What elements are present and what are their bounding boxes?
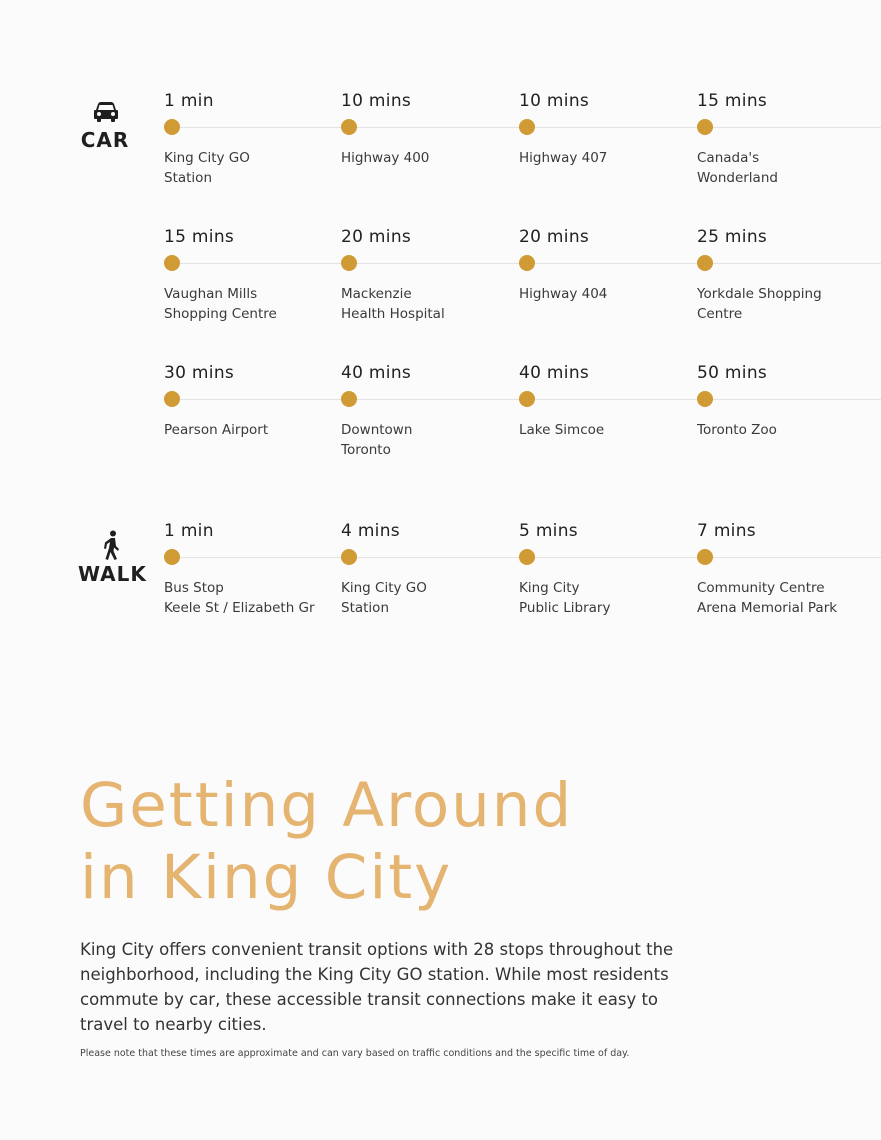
stop-dot [697,119,713,135]
stop-place: Pearson Airport [164,422,269,438]
stop [697,90,867,186]
stop [341,362,511,458]
stop-time: 20 mins [341,227,412,247]
intro-paragraph: King City offers convenient transit options with 28 stops throughout the neighborhood, including the King City GO station. While most residents commute by car, these accessible transit connections make it easy to travel to nearby cities. [80,940,674,1034]
page-title-line-2: in King City [80,842,453,913]
stop-place: Canada's Wonderland [697,150,778,186]
walk-row-1 [0,520,881,620]
stop-dot [341,549,357,565]
stop-dot [341,119,357,135]
stop-dot [519,391,535,407]
stop-time: 1 min [164,91,214,111]
stop-place: Lake Simcoe [519,422,605,438]
page-title-line-1: Getting Around [80,770,574,841]
car-row-3 [0,362,881,462]
stop [164,90,334,186]
stop-dot [341,391,357,407]
stop-dot [697,255,713,271]
stop-place: Vaughan Mills Shopping Centre [164,286,277,322]
stop-time: 25 mins [697,227,768,247]
stop-dot [164,549,180,565]
stop-dot [519,119,535,135]
stop-place: Highway 404 [519,286,608,302]
stop-time: 10 mins [519,91,590,111]
disclaimer-note: Please note that these times are approximate and can vary based on traffic conditions and the specific time of day. [80,1048,630,1059]
stop [697,226,867,322]
stop-time: 10 mins [341,91,412,111]
stop [341,226,511,322]
stop-time: 20 mins [519,227,590,247]
stop-place: Highway 407 [519,150,608,166]
stop-time: 50 mins [697,363,768,383]
stop-time: 4 mins [341,521,400,541]
stop [341,520,511,616]
stop-place: King City GO Station [341,580,427,616]
page-title [80,770,573,914]
stop-place: King City GO Station [164,150,250,186]
stop [519,90,689,166]
stop [697,362,867,438]
stop-time: 15 mins [164,227,235,247]
stop-place: Yorkdale Shopping Centre [697,286,822,322]
stop-time: 30 mins [164,363,235,383]
stop-time: 1 min [164,521,214,541]
stop-time: 5 mins [519,521,578,541]
stop-place: Mackenzie Health Hospital [341,286,445,322]
stop [164,520,334,616]
stop-place: King City Public Library [519,580,611,616]
stop-dot [697,549,713,565]
stop-time: 7 mins [697,521,756,541]
stop [519,226,689,302]
stop-place: Highway 400 [341,150,430,166]
stop [697,520,867,616]
car-row-1 [0,90,881,190]
stop-dot [519,549,535,565]
stop [519,362,689,438]
car-row-2 [0,226,881,326]
stop [164,226,334,322]
stop-dot [341,255,357,271]
stop-time: 40 mins [519,363,590,383]
car-mode-label: CAR [80,128,130,152]
stop-place: Toronto Zoo [697,422,777,438]
stop-place: Downtown Toronto [341,422,413,458]
stop-place: Bus Stop Keele St / Elizabeth Gr [164,580,315,616]
stop-place: Community Centre Arena Memorial Park [697,580,838,616]
stop-time: 40 mins [341,363,412,383]
stop-dot [164,255,180,271]
walk-mode-label: WALK [78,562,147,586]
stop-dot [519,255,535,271]
stop-dot [164,119,180,135]
stop-dot [697,391,713,407]
stop [164,362,334,438]
stop-dot [164,391,180,407]
stop [519,520,689,616]
stop-time: 15 mins [697,91,768,111]
stop [341,90,511,166]
